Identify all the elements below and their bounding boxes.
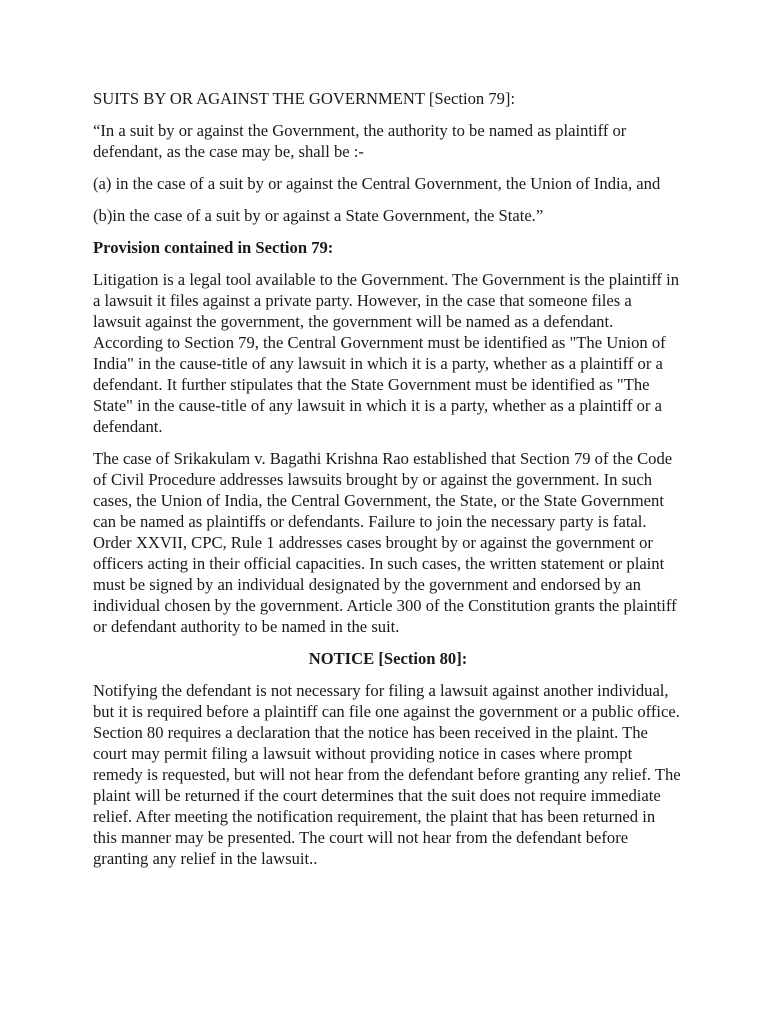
section-80-heading: NOTICE [Section 80]: xyxy=(308,649,468,668)
section-79-quote-clause-a: (a) in the case of a suit by or against the Central Government, the Union of India, and xyxy=(93,174,661,193)
section-79-quote-intro: “In a suit by or against the Government, the authority to be named as plaintiff or defendant, as the case may be, shall be :- xyxy=(93,121,627,161)
notice-paragraph: Notifying the defendant is not necessary for filing a lawsuit against another individual, but it is required before a plaintiff can file one against the government or a public office. Section 80 requires a declaration that the notice has been received in the plaint. The court may permit filing a lawsuit without providing notice in cases where prompt remedy is requested, but will not hear from the defendant before granting any relief. The plaint will be returned if the court determines that the suit does not require immediate relief. After meeting the notification requirement, the plaint that has been returned in this manner may be presented. The court will not hear from the defendant before granting any relief in the lawsuit.. xyxy=(93,681,681,868)
srikakulam-paragraph: The case of Srikakulam v. Bagathi Krishna Rao established that Section 79 of the Code of Civil Procedure addresses lawsuits brought by or against the government. In such cases, the Union of India, the Central Government, the State, or the State Government can be named as plaintiffs or defendants. Failure to join the necessary party is fatal. Order XXVII, CPC, Rule 1 addresses cases brought by or against the government or officers acting in their official capacities. In such cases, the written statement or plaint must be signed by an individual designated by the government and endorsed by an individual chosen by the government. Article 300 of the Constitution grants the plaintiff or defendant authority to be named in the suit. xyxy=(93,449,677,636)
section-79-quote-clause-b: (b)in the case of a suit by or against a State Government, the State.” xyxy=(93,206,544,225)
provision-heading: Provision contained in Section 79: xyxy=(93,238,334,257)
litigation-paragraph: Litigation is a legal tool available to the Government. The Government is the plaintiff in a lawsuit it files against a private party. However, in the case that someone files a lawsuit against the government, the government will be named as a defendant. According to Section 79, the Central Government must be identified as "The Union of India" in the cause-title of any lawsuit in which it is a party, whether as a plaintiff or a defendant. It further stipulates that the State Government must be identified as "The State" in the cause-title of any lawsuit in which it is a party, whether as a plaintiff or a defendant. xyxy=(93,270,680,436)
section-79-heading: SUITS BY OR AGAINST THE GOVERNMENT [Section 79]: xyxy=(93,89,516,108)
document-page xyxy=(93,88,683,880)
